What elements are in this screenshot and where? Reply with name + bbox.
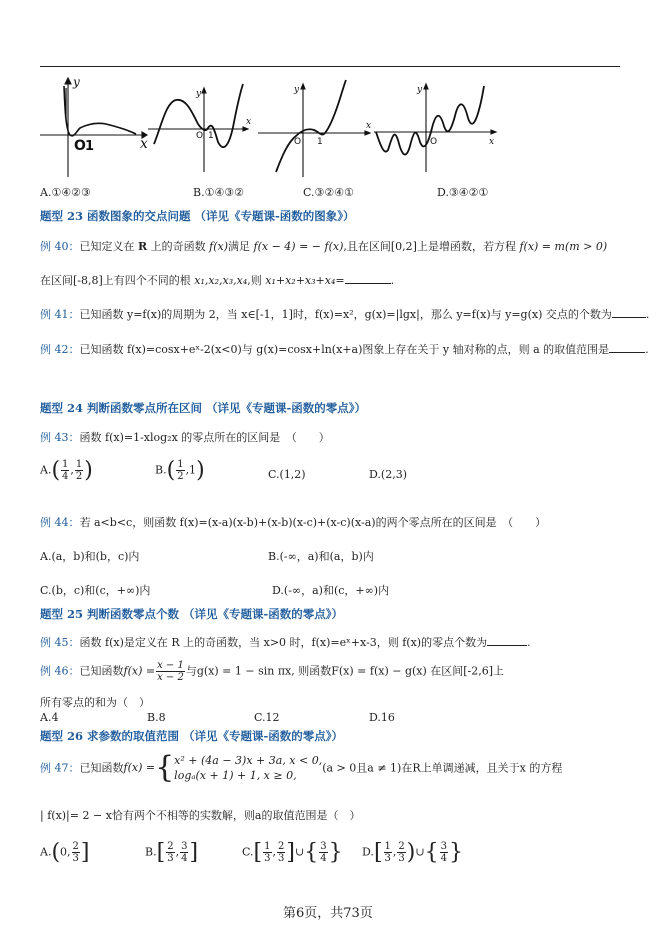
example-46-option-d[interactable]: D.16 <box>369 711 395 724</box>
example-41-label: 例 41： <box>40 308 80 321</box>
example-42-label: 例 42： <box>40 343 80 356</box>
example-47-option-a[interactable]: A.(0, $\frac{2}{3}$ ] <box>40 840 90 865</box>
example-40-line2: 在区间[-8,8]上有四个不同的根 x₁,x₂,x₃,x₄,则 x₁+x₂+x₃+x₄= . <box>40 274 395 287</box>
example-45: 例 45：函数 f(x)是定义在 R 上的奇函数，当 x>0 时，f(x)=eˣ+x-3，则 f(x)的零点个数为 . <box>40 636 531 649</box>
section-heading-25: 题型 25 判断函数零点个数 （详见《专题课-函数的零点》） <box>40 607 344 621</box>
example-46-label: 例 46： <box>40 664 80 678</box>
graph-3 <box>258 80 370 177</box>
example-44: 例 44：若 a<b<c，则函数 f(x)=(x-a)(x-b)+(x-b)(x-c)+(x-c)(x-a)的两个零点所在的区间是 （ ） <box>40 516 547 529</box>
example-44-option-a[interactable]: A.(a，b)和(b，c)内 <box>40 550 140 563</box>
example-44-option-d[interactable]: D.(-∞，a)和(c，+∞)内 <box>272 584 390 597</box>
graph-option-d[interactable]: D.③④②① <box>437 186 489 199</box>
example-47-label: 例 47： <box>40 761 80 775</box>
graph-option-c[interactable]: C.③②④① <box>303 186 354 199</box>
example-44-option-b[interactable]: B.(-∞，a)和(a，b)内 <box>268 550 374 563</box>
section-heading-24: 题型 24 判断函数零点所在区间 （详见《专题课-函数的零点》） <box>40 401 367 415</box>
answer-blank[interactable] <box>345 273 391 284</box>
graph-4-y-label: y <box>417 85 423 95</box>
example-44-label: 例 44： <box>40 516 80 529</box>
graph-2-origin: O <box>196 131 204 141</box>
graph-1 <box>40 78 147 177</box>
example-40-line1: 例 40：已知定义在 R 上的奇函数 f(x)满足 f(x − 4) = − f(x),且在区间[0,2]上是增函数，若方程 f(x) = m(m > 0) <box>40 240 608 253</box>
example-43-option-c[interactable]: C.(1,2) <box>268 468 306 481</box>
example-43-option-a[interactable]: A.( $\frac{1}{4}$ , $\frac{1}{2}$ ) <box>40 458 93 483</box>
graph-option-b[interactable]: B.①④③② <box>193 186 245 199</box>
graph-1-tick-one: 1 <box>85 139 95 154</box>
header-rule <box>40 66 620 67</box>
example-47-line2: | f(x)|= 2 − x恰有两个不相等的实数解，则a的取值范围是（ ） <box>40 809 361 822</box>
answer-blank[interactable] <box>487 635 527 646</box>
graph-2-y-label: y <box>196 89 202 99</box>
example-41: 例 41：已知函数 y=f(x)的周期为 2，当 x∈[-1，1]时，f(x)=x²，g(x)=|lgx|，那么 y=f(x)与 y=g(x) 交点的个数为 . <box>40 308 650 321</box>
answer-blank[interactable] <box>609 342 645 353</box>
graph-3-y-label: y <box>294 85 300 95</box>
page-number: 第6页，共73页 <box>283 906 373 921</box>
graph-option-a[interactable]: A.①④②③ <box>40 186 91 199</box>
graph-2-x-label: x <box>246 117 252 127</box>
example-46-option-c[interactable]: C.12 <box>254 711 280 724</box>
graph-1-origin: O <box>74 138 86 154</box>
answer-blank[interactable] <box>612 307 646 318</box>
graph-2-tick-one: 1 <box>208 131 214 141</box>
example-40-label: 例 40： <box>40 240 80 253</box>
example-47-option-b[interactable]: B.[ $\frac{2}{3}$ , $\frac{3}{4}$ ] <box>145 840 199 865</box>
graph-4 <box>374 84 496 172</box>
section-heading-26: 题型 26 求参数的取值范围 （详见《专题课-函数的零点》） <box>40 729 344 743</box>
graph-1-x-label: x <box>140 136 148 152</box>
function-graphs-figure <box>36 72 506 182</box>
example-45-label: 例 45： <box>40 636 80 649</box>
graph-4-x-label: x <box>489 137 495 147</box>
example-47-option-c[interactable]: C.[ $\frac{1}{3}$ , $\frac{2}{3}$ ]∪{ $\frac{3}{4}$ } <box>242 840 343 865</box>
graph-1-y-label: y <box>73 75 80 89</box>
example-43-option-b[interactable]: B.( $\frac{1}{2}$ ,1) <box>155 458 205 483</box>
graph-3-origin: O <box>294 137 302 147</box>
example-47-option-d[interactable]: D.[ $\frac{1}{3}$ , $\frac{2}{3}$ )∪{ $\frac{3}{4}$ } <box>362 840 463 865</box>
example-43-label: 例 43： <box>40 431 80 444</box>
example-46-line2: 所有零点的和为（ ） <box>40 696 150 709</box>
example-46: 例 46：已知函数f(x) = $\frac{x - 1}{x - 2}$ 与g(x) = 1 − sin πx, 则函数F(x) = f(x) − g(x) 在区间[-2,6]上 <box>40 660 505 683</box>
graph-3-x-label: x <box>366 121 372 131</box>
graph-4-origin: O <box>430 137 438 147</box>
example-46-option-b[interactable]: B.8 <box>147 711 166 724</box>
example-47: 例 47：已知函数f(x) ={ x² + (4a − 3)x + 3a, x < 0, logₐ(x + 1) + 1, x ≥ 0, (a > 0且a ≠ 1)在R上单调递减，且关于x 的方程 <box>40 750 563 785</box>
example-42: 例 42：已知函数 f(x)=cosx+eˣ-2(x<0)与 g(x)=cosx+ln(x+a)图象上存在关于 y 轴对称的点，则 a 的取值范围是 . <box>40 343 649 356</box>
example-43: 例 43：函数 f(x)=1-xlog₂x 的零点所在的区间是 （ ） <box>40 431 330 444</box>
graph-3-tick-one: 1 <box>317 137 323 147</box>
section-heading-23: 题型 23 函数图象的交点问题 （详见《专题课-函数的图象》） <box>40 209 355 223</box>
example-44-option-c[interactable]: C.(b，c)和(c，+∞)内 <box>40 584 151 597</box>
example-43-option-d[interactable]: D.(2,3) <box>369 468 408 481</box>
example-46-option-a[interactable]: A.4 <box>40 711 59 724</box>
